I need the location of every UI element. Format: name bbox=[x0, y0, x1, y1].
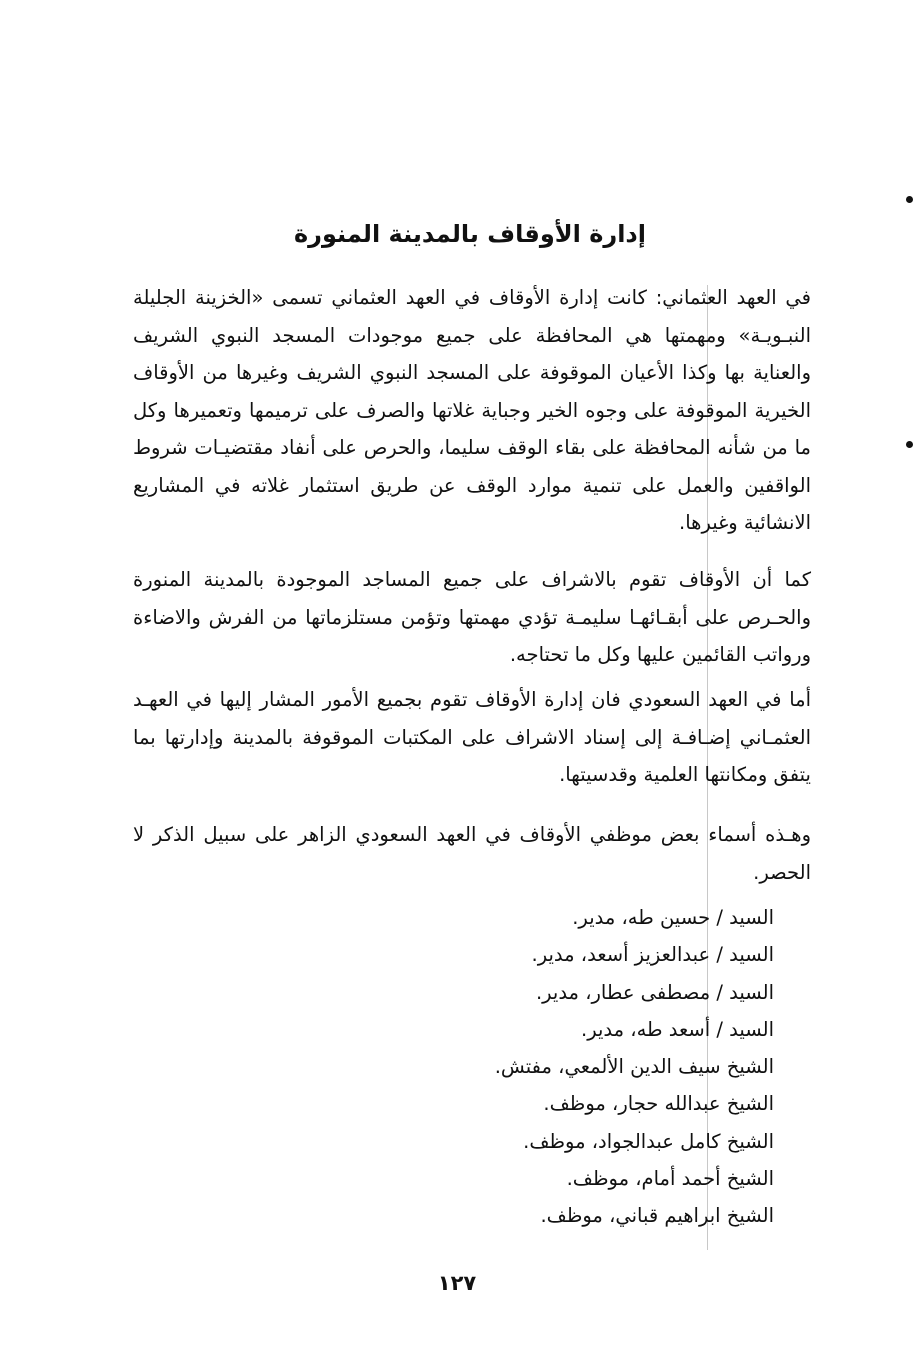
staff-item: السيد / عبدالعزيز أسعد، مدير. bbox=[531, 943, 774, 967]
staff-item: السيد / مصطفى عطار، مدير. bbox=[535, 980, 774, 1004]
staff-item: السيد / حسين طه، مدير. bbox=[572, 906, 774, 929]
paragraph-mosques-supervision: كما أن الأوقاف تقوم بالاشراف على جميع المساجد الموجودة بالمدينة المنورة والحـرص على أبقـائهـا سليمـة تؤدي مهمتها وتؤمن مستلزماتها من الفرش والاضاءة ورواتب القائمين عليها وكل ما تحتاجه. bbox=[133, 568, 811, 666]
margin-mark bbox=[906, 196, 913, 203]
staff-item: الشيخ كامل عبدالجواد، موظف. bbox=[523, 1129, 774, 1153]
page-number: ١٢٧ bbox=[437, 1271, 477, 1295]
paragraph-saudi-era: أما في العهد السعودي فان إدارة الأوقاف تقوم بجميع الأمور المشار إليها في العهـد العثمـاني إضـافـة إلى إسناد الاشراف على المكتبات الموقوفة بالمدينة وإدارتها بما يتفق ومكانتها العلمية وقدسيتها. bbox=[133, 688, 811, 786]
paragraph-ottoman-era: في العهد العثماني: كانت إدارة الأوقاف في العهد العثماني تسمى «الخزينة الجليلة النبـويـة» ومهمتها هي المحافظة على جميع موجودات المسجد النبوي الشريف والعناية بها وكذا الأعيان الموقوفة على المسجد النبوي الشريف وغيرها من الأوقاف الخيرية الموقوفة على وجوه الخير وجباية غلاتها والصرف على ترميمها وتعميرها وكل ما من شأنه المحافظة على بقاء الوقف سليما، والحرص على أنفاد مقتضيـات شروط الواقفين والعمل على تنمية موارد الوقف عن طريق استثمار غلاته في المشاريع الانشائية وغيرها. bbox=[133, 286, 811, 534]
page-title: إدارة الأوقاف بالمدينة المنورة bbox=[294, 220, 646, 249]
staff-item: الشيخ ابراهيم قباني، موظف. bbox=[540, 1204, 774, 1228]
paragraph-staff-intro: وهـذه أسماء بعض موظفي الأوقاف في العهد السعودي الزاهر على سبيل الذكر لا الحصر. bbox=[133, 823, 811, 884]
staff-item: الشيخ سيف الدين الألمعي، مفتش. bbox=[494, 1055, 774, 1079]
staff-item: الشيخ عبدالله حجار، موظف. bbox=[543, 1092, 774, 1116]
staff-list bbox=[495, 899, 774, 1235]
margin-mark bbox=[906, 441, 913, 448]
staff-item: الشيخ أحمد أمام، موظف. bbox=[566, 1167, 774, 1191]
staff-item: السيد / أسعد طه، مدير. bbox=[581, 1017, 774, 1041]
